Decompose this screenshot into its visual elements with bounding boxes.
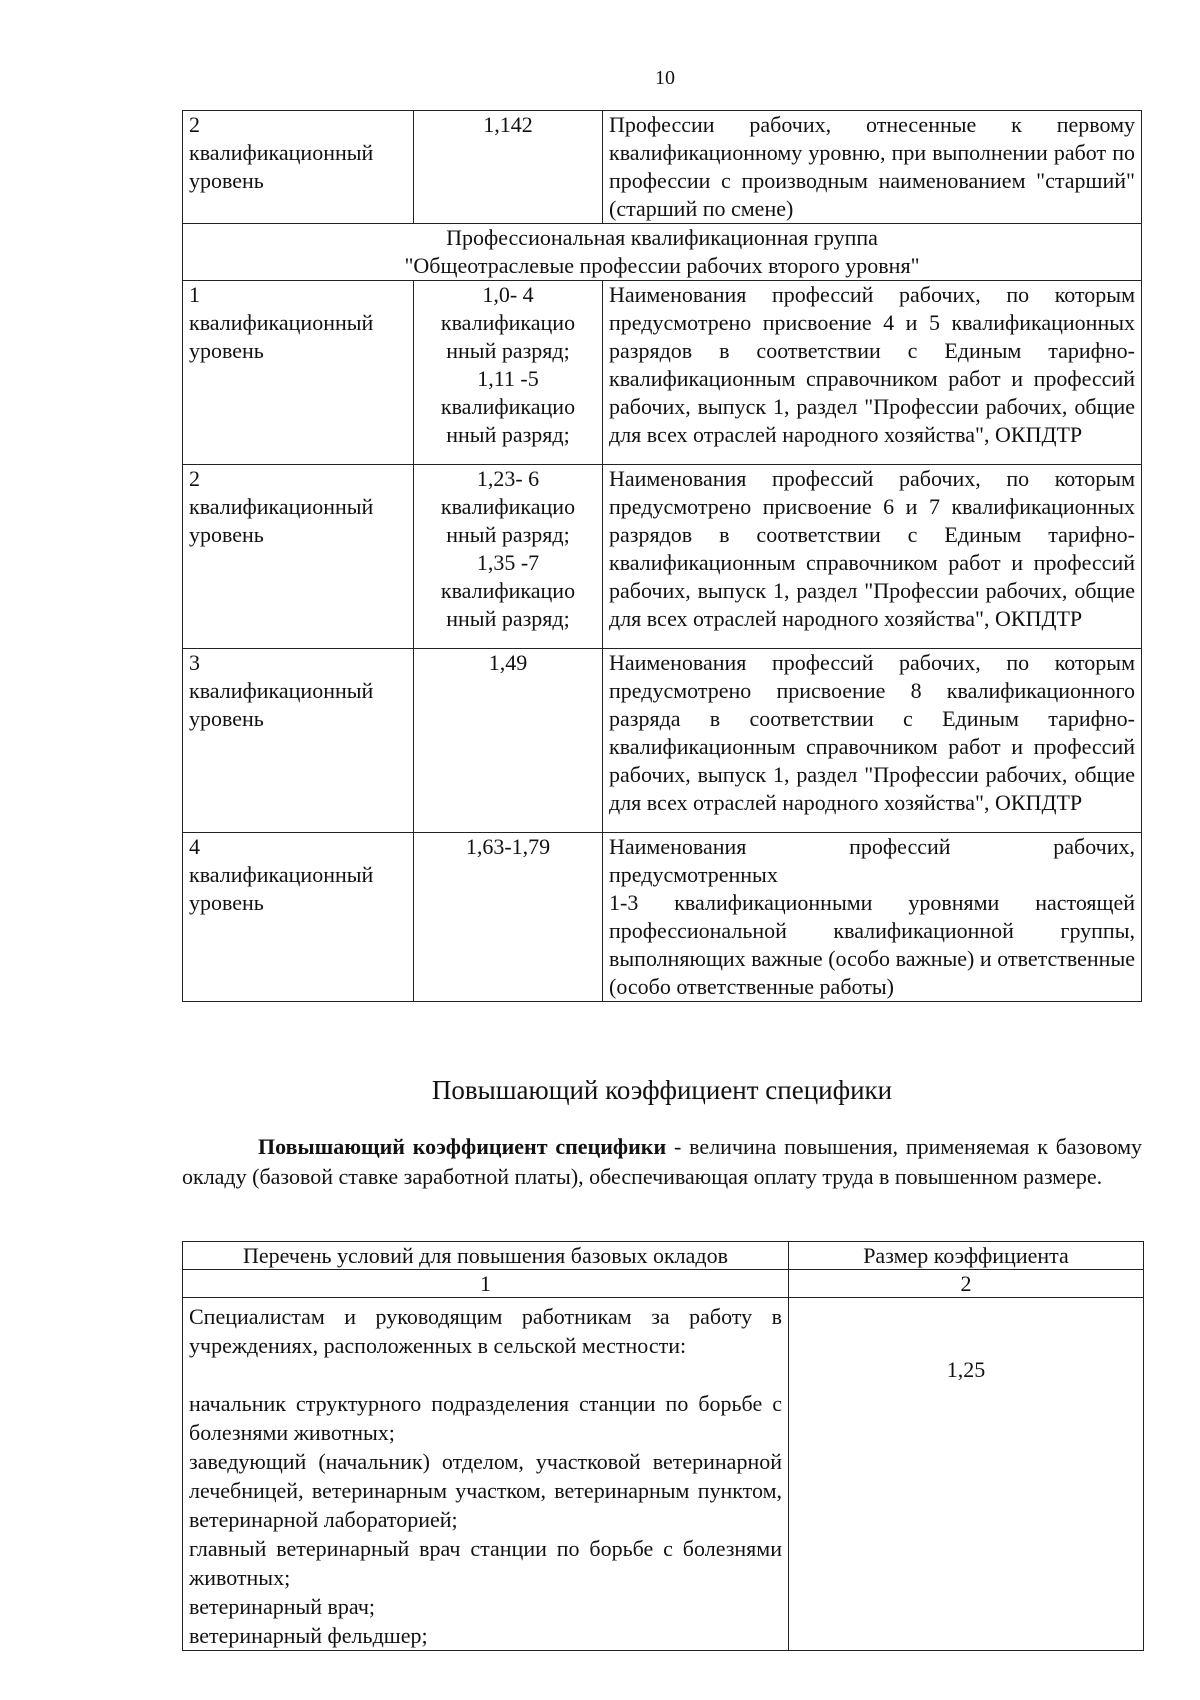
coefficient-cell: 1,23- 6 квалификацио нный разряд; 1,35 -7 квалификацио нный разряд; [414,465,603,649]
description-cell [603,833,1142,1002]
level-cell: 1 квалификационный уровень [183,281,414,465]
coefficient-value: 1,25 [789,1298,1144,1651]
coefficient-table [182,1241,1144,1651]
list-item: ветеринарный врач; [189,1594,375,1619]
list-item: главный ветеринарный врач станции по борьбе с болезнями животных; [189,1536,782,1590]
table-row [183,281,1142,465]
description-cell: Наименования профессий рабочих, по которым предусмотрено присвоение 6 и 7 квалификационных разрядов в соответствии с Единым тарифно-квалификационным справочником работ и профессий рабочих, выпуск 1, раздел "Профессии рабочих, общие для всех отраслей народного хозяйства", ОКПДТР [603,465,1142,649]
table-row [183,649,1142,833]
section-title: Повышающий коэффициент специфики [431,1075,893,1105]
description-cell: Наименования профессий рабочих, по которым предусмотрено присвоение 4 и 5 квалификационных разрядов в соответствии с Единым тарифно-квалификационным справочником работ и профессий рабочих, выпуск 1, раздел "Профессии рабочих, общие для всех отраслей народного хозяйства", ОКПДТР [603,281,1142,465]
column-header: Размер коэффициента [789,1242,1144,1270]
group-title-row [183,224,1142,281]
coefficient-cell: 1,142 [414,111,603,224]
column-number-row [183,1270,1144,1298]
level-cell: 4 квалификационный уровень [183,833,414,1002]
definition-text: - величина повышения, применяемая к базовому окладу (базовой ставке заработной платы), обеспечивающая оплату труда в повышенном размере. [182,1134,1142,1189]
table-row [183,1298,1144,1651]
description-line: 1-3 квалификационными уровнями настоящей профессиональной квалификационной группы, выполняющих важные (особо важные) и ответственные (особо ответственные работы) [609,890,1135,999]
column-number: 1 [183,1270,789,1298]
description-line: предусмотренных [609,862,778,887]
description-line: Наименования профессий рабочих, [609,834,1135,859]
conditions-intro: Специалистам и руководящим работникам за работу в учреждениях, расположенных в сельской местности: [189,1304,782,1358]
column-number: 2 [789,1270,1144,1298]
description-cell: Профессии рабочих, отнесенные к первому квалификационному уровню, при выполнении работ по профессии с производным наименованием "старший" (старший по смене) [603,111,1142,224]
conditions-cell [183,1298,789,1651]
table-row [183,111,1142,224]
description-cell: Наименования профессий рабочих, по которым предусмотрено присвоение 8 квалификационного разряда в соответствии с Единым тарифно-квалификационным справочником работ и профессий рабочих, выпуск 1, раздел "Профессии рабочих, общие для всех отраслей народного хозяйства", ОКПДТР [603,649,1142,833]
level-cell: 2 квалификационный уровень [183,465,414,649]
page-number: 10 [655,67,675,89]
table-row [183,465,1142,649]
level-cell: 3 квалификационный уровень [183,649,414,833]
header-row [183,1242,1144,1270]
group-title: Профессиональная квалификационная группа "Общеотраслевые профессии рабочих второго уровня" [183,224,1142,281]
table-row [183,833,1142,1002]
list-item: ветеринарный фельдшер; [189,1623,428,1648]
qualification-table [182,110,1142,1002]
list-item: заведующий (начальник) отделом, участковой ветеринарной лечебницей, ветеринарным участком, ветеринарным пунктом, ветеринарной лабораторией; [189,1449,782,1532]
definition-paragraph [182,1132,1142,1192]
coefficient-cell: 1,63-1,79 [414,833,603,1002]
coefficient-cell: 1,49 [414,649,603,833]
coefficient-cell: 1,0- 4 квалификацио нный разряд; 1,11 -5 квалификацио нный разряд; [414,281,603,465]
column-header: Перечень условий для повышения базовых окладов [183,1242,789,1270]
definition-term: Повышающий коэффициент специфики [258,1134,667,1159]
list-item: начальник структурного подразделения станции по борьбе с болезнями животных; [189,1391,782,1445]
level-cell: 2 квалификационный уровень [183,111,414,224]
